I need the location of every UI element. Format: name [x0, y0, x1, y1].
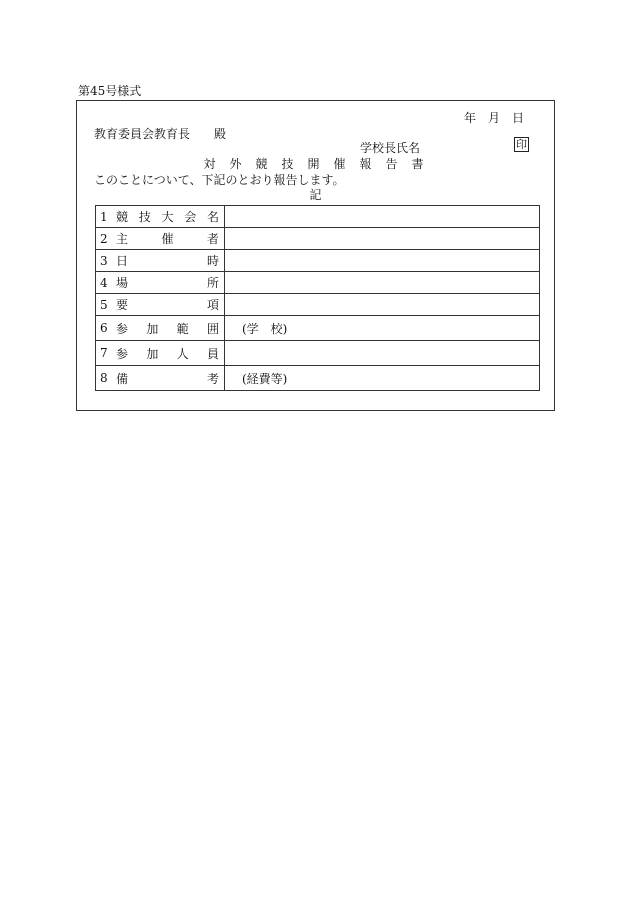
- row-label: [116, 296, 219, 313]
- document-title: 対外競技開催報告書: [203, 157, 438, 171]
- row-value-cell[interactable]: [225, 206, 540, 228]
- row-value-cell[interactable]: [225, 294, 540, 316]
- items-table: [95, 205, 540, 391]
- label-char: 主: [116, 232, 129, 246]
- label-char: 要: [116, 298, 129, 312]
- label-char: 参: [116, 346, 129, 361]
- label-char: 大: [161, 210, 174, 224]
- table-row: [96, 294, 540, 316]
- label-char: 考: [206, 371, 219, 386]
- label-char: 参: [116, 321, 129, 336]
- row-number: 7: [100, 346, 108, 360]
- label-char: 競: [116, 210, 129, 224]
- row-value-cell[interactable]: (学 校): [225, 316, 540, 341]
- row-number: 5: [100, 297, 108, 312]
- date-line: 年 月 日: [463, 111, 524, 125]
- row-label: [116, 320, 219, 337]
- label-char: 名: [206, 210, 219, 224]
- label-char: 加: [146, 346, 159, 361]
- row-label-cell: [96, 341, 225, 366]
- row-label: [116, 252, 219, 269]
- label-char: 者: [206, 232, 219, 246]
- row-label: [116, 370, 219, 387]
- table-row: [96, 316, 540, 341]
- row-label: [116, 274, 219, 291]
- table-row: [96, 206, 540, 228]
- row-value-cell[interactable]: (経費等): [225, 366, 540, 391]
- table-row: [96, 272, 540, 294]
- label-char: 催: [161, 232, 174, 246]
- label-char: 技: [138, 210, 151, 224]
- row-label: [116, 208, 219, 225]
- row-label-cell: [96, 250, 225, 272]
- label-char: 加: [146, 321, 159, 336]
- label-char: 会: [184, 210, 197, 224]
- label-char: 日: [116, 254, 129, 268]
- row-label-cell: [96, 206, 225, 228]
- label-char: 所: [206, 276, 219, 290]
- row-number: 6: [100, 321, 108, 335]
- label-char: 備: [116, 371, 129, 386]
- row-label-cell: [96, 316, 225, 341]
- row-number: 2: [100, 231, 108, 246]
- form-number-label: 第45号様式: [78, 84, 142, 98]
- principal-name-label: 学校長氏名: [360, 141, 421, 155]
- label-char: 項: [206, 298, 219, 312]
- row-label: [116, 230, 219, 247]
- table-row: [96, 341, 540, 366]
- table-row: [96, 250, 540, 272]
- row-number: 3: [100, 253, 108, 268]
- row-label-cell: [96, 366, 225, 391]
- row-number: 4: [100, 275, 108, 290]
- report-form-frame: [76, 100, 555, 411]
- row-number: 1: [100, 209, 108, 224]
- row-label-cell: [96, 228, 225, 250]
- label-char: 時: [206, 254, 219, 268]
- row-label: [116, 345, 219, 362]
- intro-sentence: このことについて、下記のとおり報告します。: [94, 173, 345, 187]
- table-row: [96, 366, 540, 391]
- row-value-cell[interactable]: [225, 250, 540, 272]
- seal-box: 印: [516, 138, 527, 151]
- row-value-cell[interactable]: [225, 228, 540, 250]
- ki-heading: 記: [309, 188, 322, 202]
- row-number: 8: [100, 371, 108, 385]
- row-value-cell[interactable]: [225, 341, 540, 366]
- row-value-cell[interactable]: [225, 272, 540, 294]
- label-char: 場: [116, 276, 129, 290]
- row-label-cell: [96, 272, 225, 294]
- row-label-cell: [96, 294, 225, 316]
- label-char: 人: [176, 346, 189, 361]
- label-char: 範: [176, 321, 189, 336]
- label-char: 囲: [206, 321, 219, 336]
- recipient-line: 教育委員会教育長 殿: [94, 127, 227, 141]
- label-char: 員: [206, 346, 219, 361]
- table-row: [96, 228, 540, 250]
